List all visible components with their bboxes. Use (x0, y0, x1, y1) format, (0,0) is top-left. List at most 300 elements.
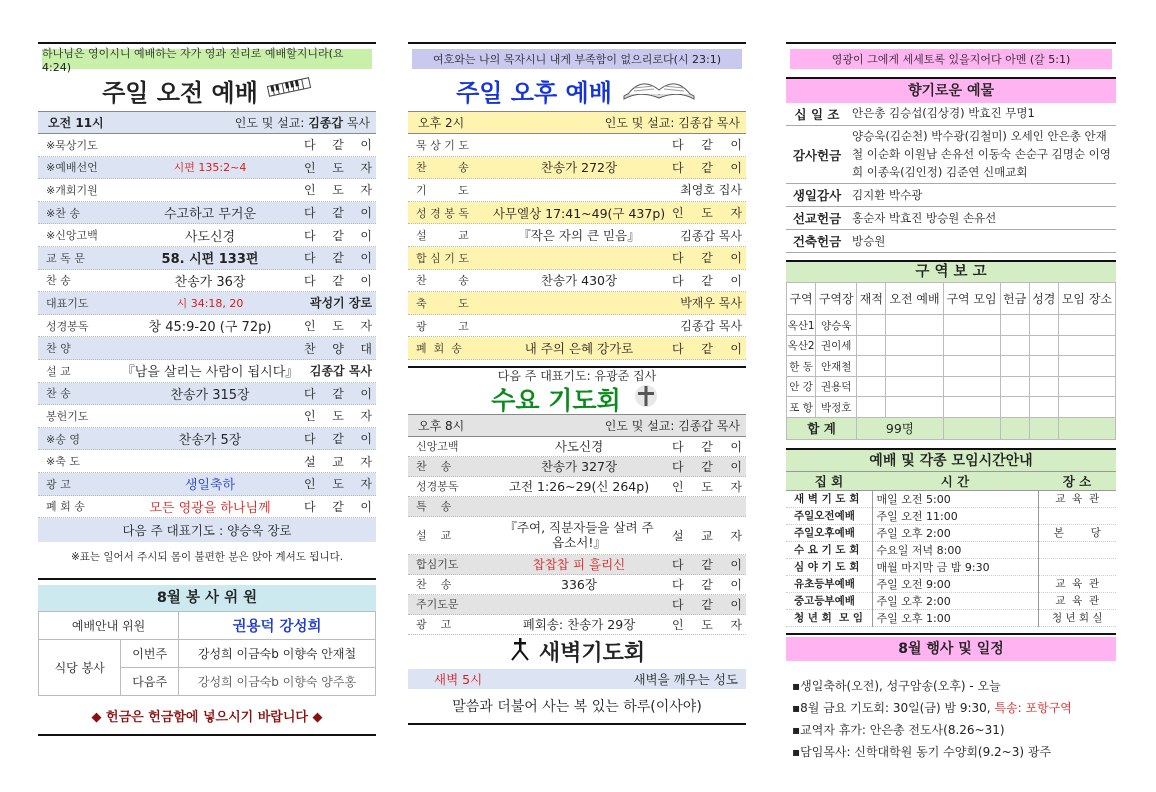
service-row (38, 270, 376, 293)
item-detail: 사도신경 (184, 229, 236, 245)
item-leader: 설 교 자 (672, 528, 742, 543)
meeting-time: 주일 오후 1:00 (872, 609, 1038, 626)
this-week-names: 강성희 이금숙b 이향숙 안재철 (179, 640, 376, 668)
district-cell (1000, 397, 1029, 418)
item-leader: 설 교 자 (304, 454, 372, 469)
dawn-time: 새벽 5시 (434, 671, 483, 687)
district-cell (886, 356, 943, 377)
offering-label: 십 일 조 (794, 107, 840, 122)
district-cell (1000, 335, 1029, 356)
item-leader: 다 같 이 (672, 459, 742, 474)
service-leader (235, 114, 370, 131)
item-detail: 『작은 자의 큰 믿음』 (518, 228, 640, 244)
afternoon-service-column (408, 42, 746, 725)
afternoon-header (408, 111, 746, 134)
bullet-icon: ▪ (792, 678, 801, 693)
item-leader: 다 같 이 (672, 273, 742, 288)
schedule-row (786, 592, 1116, 609)
offering-row (786, 207, 1116, 230)
schedule-row (786, 575, 1116, 592)
district-header: 오전 예배 (886, 283, 943, 315)
wednesday-header (408, 414, 746, 437)
event-text: 담임목사: 신학대학원 동기 수양회(9.2~3) 광주 (800, 744, 1052, 759)
service-row (408, 315, 746, 338)
meeting-name: 새 벽 기 도 회 (786, 490, 872, 507)
top-rule (786, 42, 1116, 44)
item-name: 폐 회 송 (416, 342, 462, 356)
district-header: 구역장 (816, 283, 857, 315)
wednesday-row (408, 497, 746, 517)
district-header: 구역 (787, 283, 816, 315)
kitchen-label: 식당 봉사 (39, 640, 121, 696)
service-row (38, 360, 376, 383)
dawn-row (408, 669, 746, 689)
item-leader: 찬 양 대 (304, 341, 372, 356)
district-cell (1000, 356, 1029, 377)
meeting-time: 수요일 저녁 8:00 (872, 541, 1038, 558)
item-name: 광 고 (46, 477, 71, 491)
offering-note: ◆ 헌금은 헌금함에 넣으시기 바랍니다 ◆ (91, 709, 323, 725)
event-item (792, 675, 1112, 697)
this-week-label: 이번주 (121, 640, 179, 668)
offering-names: 홍순자 박효진 방승원 손유선 (852, 210, 997, 225)
volunteer-table (38, 611, 376, 696)
district-row (787, 376, 1116, 397)
district-header: 재적 (857, 283, 886, 315)
item-name: 교 독 문 (46, 251, 85, 265)
item-name: 주기도문 (416, 598, 459, 612)
district-cell (1029, 335, 1058, 356)
item-name: 특 송 (416, 500, 452, 514)
item-detail: 58. 시편 133편 (161, 252, 259, 268)
item-detail: 찬송가 315장 (170, 387, 250, 403)
item-detail: 찬송가 327장 (540, 459, 618, 475)
service-row (38, 179, 376, 202)
service-row (38, 473, 376, 496)
item-name: 찬 송 (416, 161, 469, 175)
district-cell (857, 397, 886, 418)
district-area: 옥산2 (787, 335, 816, 356)
wednesday-row (408, 477, 746, 497)
item-name: 광 고 (416, 618, 452, 632)
district-cell (943, 335, 1000, 356)
item-detail: 찬송가 5장 (178, 433, 242, 449)
district-cell (886, 376, 943, 397)
bullet-icon: ▪ (792, 700, 801, 715)
meeting-time: 매월 마지막 금 밤 9:30 (872, 558, 1038, 575)
total-value: 99명 (857, 417, 943, 439)
schedule-row (786, 558, 1116, 575)
service-time: 오전 11시 (48, 116, 104, 130)
item-leader: 인 도 자 (672, 206, 742, 221)
item-name: ※예배선언 (46, 161, 98, 175)
item-name: 찬 송 (46, 274, 71, 288)
service-row (38, 202, 376, 225)
schedule-row (786, 541, 1116, 558)
item-detail: 수고하고 무거운 (163, 207, 257, 223)
service-row (38, 157, 376, 180)
district-cell (1000, 315, 1029, 336)
district-cell (886, 315, 943, 336)
meeting-place (1038, 507, 1116, 524)
wednesday-row (408, 457, 746, 477)
item-leader: 다 같 이 (304, 386, 372, 401)
service-row (408, 202, 746, 225)
dawn-title-row (408, 635, 746, 669)
district-header: 헌금 (1000, 283, 1029, 315)
item-detail: 생일축하 (184, 478, 236, 494)
meeting-name: 청 년 회 모 임 (786, 609, 872, 626)
item-name: 성경봉독 (46, 319, 89, 333)
district-cell (1029, 397, 1058, 418)
wednesday-title-row (408, 384, 746, 414)
leader-title: 목사 (346, 116, 370, 130)
item-name: 봉헌기도 (46, 409, 89, 423)
schedule-row (786, 490, 1116, 507)
open-bible-icon (620, 72, 698, 108)
item-name: 축 도 (416, 296, 469, 310)
verse-banner: 여호와는 나의 목자시니 내게 부족함이 없으리로다(시 23:1) (412, 49, 742, 69)
district-header-row (787, 283, 1116, 315)
wednesday-row (408, 575, 746, 595)
item-leader: 다 같 이 (672, 577, 742, 592)
district-cell (1000, 417, 1029, 439)
service-row (38, 405, 376, 428)
meeting-place: 교 육 관 (1038, 490, 1116, 507)
item-leader: 인 도 자 (672, 479, 742, 494)
service-row (408, 292, 746, 315)
schedule-row (786, 524, 1116, 541)
item-leader: 다 같 이 (672, 341, 742, 356)
item-leader: 다 같 이 (304, 273, 372, 288)
district-cell (1058, 397, 1115, 418)
service-row (38, 315, 376, 338)
item-name: ※찬 송 (46, 206, 80, 220)
service-row (38, 450, 376, 473)
district-cell (1029, 417, 1058, 439)
district-header: 구역 모임 (943, 283, 1000, 315)
item-leader: 최영호 집사 (680, 183, 742, 198)
district-total-row (787, 417, 1116, 439)
leader-name: 김종갑 (308, 116, 343, 130)
item-name: 찬 송 (416, 274, 469, 288)
guide-names: 권용덕 강성희 (179, 612, 376, 640)
morning-service-column (38, 42, 376, 736)
item-leader: 다 같 이 (304, 206, 372, 221)
item-detail: 사도신경 (554, 439, 604, 455)
district-cell (1029, 315, 1058, 336)
schedule-header: 장 소 (1038, 472, 1116, 491)
meeting-place: 교 육 관 (1038, 575, 1116, 592)
district-leader: 양승욱 (816, 315, 857, 336)
district-row (787, 397, 1116, 418)
district-cell (1058, 315, 1115, 336)
service-row (408, 270, 746, 293)
dawn-motto: 말씀과 더불어 사는 복 있는 하루(이사야) (452, 698, 702, 715)
afternoon-leader: 인도 및 설교: 김종갑 목사 (604, 116, 740, 130)
service-row (408, 179, 746, 202)
item-detail: 폐회송: 찬송가 29장 (522, 617, 636, 633)
district-cell (1029, 376, 1058, 397)
dawn-cross-icon (509, 637, 531, 667)
district-leader: 권용덕 (816, 376, 857, 397)
service-row (38, 496, 376, 519)
meeting-place: 본 당 (1038, 524, 1116, 541)
morning-title-row (38, 69, 376, 111)
bottom-rule (38, 734, 376, 736)
item-name: ※묵상기도 (46, 138, 98, 152)
offering-row (786, 230, 1116, 253)
standing-note: ※표는 일어서 주시되 몸이 불편한 분은 앉아 계셔도 됩니다. (70, 550, 344, 563)
item-leader: 다 같 이 (304, 499, 372, 514)
district-cell (943, 376, 1000, 397)
meeting-time: 주일 오전 9:00 (872, 575, 1038, 592)
schedule-title: 예배 및 각종 모임시간안내 (786, 450, 1116, 472)
district-area: 한 동 (787, 356, 816, 377)
order-of-service (38, 134, 376, 518)
district-cell (857, 335, 886, 356)
item-leader: 박재우 목사 (680, 296, 742, 311)
district-row (787, 335, 1116, 356)
district-cell (1000, 376, 1029, 397)
service-row (38, 134, 376, 157)
item-name: ※송 영 (46, 432, 80, 446)
district-area: 안 강 (787, 376, 816, 397)
schedule-row (786, 609, 1116, 626)
piano-keys-icon (266, 76, 312, 104)
event-item (792, 741, 1112, 763)
wednesday-order (408, 437, 746, 635)
offering-names: 김지환 박수광 (852, 187, 923, 202)
item-name: 설 교 (416, 229, 469, 243)
offering-row (786, 103, 1116, 126)
afternoon-order (408, 134, 746, 360)
service-row (408, 247, 746, 270)
district-cell (857, 315, 886, 336)
item-name: 신앙고백 (416, 440, 459, 454)
item-leader: 김종갑 목사 (309, 364, 372, 379)
meeting-time: 주일 오전 11:00 (872, 507, 1038, 524)
item-name: 찬 송 (416, 460, 452, 474)
offering-names: 양승욱(김순천) 박수광(김철미) 오세인 안은총 안재철 이순화 이원남 손유선 이동숙 손순구 김명순 이영희 이종욱(김인정) 김준연 신매교회 (852, 129, 1111, 179)
service-header (38, 111, 376, 134)
verse-banner: 하나님은 영이시니 예배하는 자가 영과 진리로 예배할지니라(요4:24) (42, 49, 372, 69)
offering-row (786, 126, 1116, 184)
meeting-time: 매일 오전 5:00 (872, 490, 1038, 507)
item-leader: 다 같 이 (672, 597, 742, 612)
district-area: 포 항 (787, 397, 816, 418)
item-name: ※개회기원 (46, 183, 98, 197)
item-leader: 김종갑 목사 (680, 228, 742, 243)
leader-label: 인도 및 설교: (234, 116, 305, 130)
bullet-icon: ▪ (792, 744, 801, 759)
next-prayer: 다음 주 대표기도: 유광준 집사 (497, 369, 657, 384)
verse-banner: 영광이 그에게 세세토록 있을지어다 아멘 (갈 5:1) (790, 49, 1112, 69)
service-row (38, 247, 376, 270)
service-row (408, 337, 746, 360)
item-name: 합심기도 (416, 558, 459, 572)
meeting-name: 주일오전예배 (786, 507, 872, 524)
item-detail: 『남을 살리는 사람이 됩시다』 (121, 365, 299, 381)
next-prayer-row (38, 518, 376, 542)
district-row (787, 356, 1116, 377)
item-name: 성 경 봉 독 (416, 206, 469, 220)
item-name: ※신앙고백 (46, 229, 98, 243)
item-name: 설 교 (416, 529, 452, 543)
item-detail: 찬송가 430장 (540, 273, 618, 289)
item-leader: 인 도 자 (304, 477, 372, 492)
offering-label: 생일감사 (792, 188, 842, 204)
item-name: 찬 송 (416, 578, 452, 592)
service-row (408, 157, 746, 180)
service-row (408, 224, 746, 247)
district-cell (943, 397, 1000, 418)
schedule-header: 시 간 (872, 472, 1038, 491)
bottom-rule (408, 723, 746, 725)
events-list (786, 661, 1116, 763)
item-detail: 시편 135:2~4 (173, 161, 247, 175)
item-name: 찬 양 (46, 342, 71, 356)
item-leader: 인 도 자 (304, 183, 372, 198)
event-text: 8월 금요 기도회: 30일(금) 밤 9:30, (800, 700, 995, 715)
district-cell (886, 397, 943, 418)
dawn-title: 새벽기도회 (538, 641, 646, 667)
meeting-name: 중고등부예배 (786, 592, 872, 609)
item-detail: 336장 (561, 577, 597, 593)
guide-label: 예배안내 위원 (39, 612, 179, 640)
item-leader: 다 같 이 (672, 160, 742, 175)
dawn-who: 새벽을 깨우는 성도 (633, 671, 738, 687)
district-cell (857, 356, 886, 377)
schedule-table (786, 472, 1116, 627)
service-row (38, 292, 376, 315)
event-item (792, 697, 1112, 719)
district-cell (943, 315, 1000, 336)
divider (38, 578, 376, 580)
item-leader: 다 같 이 (304, 251, 372, 266)
item-detail: 고전 1:26~29(신 264p) (508, 479, 650, 495)
district-header: 모임 장소 (1058, 283, 1115, 315)
event-item (792, 719, 1112, 741)
event-highlight: 특송: 포항구역 (994, 700, 1072, 715)
district-row (787, 315, 1116, 336)
item-leader: 다 같 이 (672, 138, 742, 153)
item-name: 묵 상 기 도 (416, 138, 469, 152)
meeting-time: 주일 오후 2:00 (872, 592, 1038, 609)
page-title: 주일 오전 예배 (102, 78, 258, 107)
item-leader: 다 같 이 (672, 251, 742, 266)
meeting-name: 유초등부예배 (786, 575, 872, 592)
district-cell (1058, 376, 1115, 397)
meeting-place (1038, 541, 1116, 558)
wednesday-row (408, 595, 746, 615)
next-prayer: 다음 주 대표기도 : 양승욱 장로 (122, 523, 292, 539)
item-leader: 다 같 이 (672, 557, 742, 572)
district-cell (857, 376, 886, 397)
event-text: 교역자 휴가: 안은총 전도사(8.26~31) (800, 722, 1005, 737)
schedule-row (786, 507, 1116, 524)
district-cell (1029, 356, 1058, 377)
item-leader: 곽성기 장로 (309, 296, 372, 311)
district-title: 구 역 보 고 (786, 262, 1116, 282)
district-area: 옥산1 (787, 315, 816, 336)
afternoon-time: 오후 2시 (418, 116, 465, 130)
event-text: 생일축하(오전), 성구암송(오후) - 오늘 (800, 678, 1001, 693)
item-detail: 찬송가 272장 (540, 160, 618, 176)
offerings-list (786, 103, 1116, 253)
meeting-time: 주일 오후 2:00 (872, 524, 1038, 541)
meeting-name: 심 야 기 도 회 (786, 558, 872, 575)
item-detail: 사무엘상 17:41~49(구 437p) (492, 205, 666, 221)
offering-label: 건축헌금 (792, 234, 842, 250)
bullet-icon: ▪ (792, 722, 801, 737)
district-cell (1058, 356, 1115, 377)
district-cell (943, 356, 1000, 377)
item-name: 폐 회 송 (46, 500, 85, 514)
next-week-label: 다음주 (121, 668, 179, 696)
meeting-place: 청 년 회 실 (1038, 609, 1116, 626)
item-detail: 시 34:18, 20 (176, 296, 244, 310)
item-name: 성경봉독 (416, 480, 459, 494)
item-leader: 인 도 자 (304, 409, 372, 424)
service-row (38, 383, 376, 406)
item-detail: 『주여, 직분자들을 살려 주옵소서!』 (504, 520, 654, 551)
offering-names: 방승원 (852, 233, 886, 248)
wednesday-row (408, 517, 746, 555)
district-cell (943, 417, 1000, 439)
service-row (408, 134, 746, 157)
district-leader: 박정호 (816, 397, 857, 418)
next-week-names: 강성희 이금숙b 이향숙 양주홍 (179, 668, 376, 696)
item-name: 대표기도 (46, 296, 89, 310)
offering-row (786, 184, 1116, 207)
item-leader: 인 도 자 (304, 160, 372, 175)
item-detail: 창 45:9-20 (구 72p) (148, 320, 272, 336)
item-leader: 인 도 자 (304, 319, 372, 334)
district-header: 성경 (1029, 283, 1058, 315)
offering-names: 안은총 김승섭(김상경) 박효진 무명1 (852, 106, 1035, 121)
total-label: 합 계 (787, 417, 857, 439)
offering-label: 선교헌금 (792, 211, 842, 227)
item-leader: 김종갑 목사 (680, 319, 742, 334)
wednesday-row (408, 437, 746, 457)
district-table (786, 282, 1116, 440)
district-cell (886, 335, 943, 356)
district-cell (1058, 335, 1115, 356)
item-detail: 찬송가 36장 (174, 274, 246, 290)
offerings-title: 향기로운 예물 (786, 79, 1116, 103)
item-name: 찬 송 (46, 387, 71, 401)
divider (786, 633, 1116, 635)
events-title: 8월 행사 및 일정 (786, 637, 1116, 661)
item-detail: 찹찹찹 피 흘리신 (532, 557, 626, 573)
meeting-name: 수 요 기 도 회 (786, 541, 872, 558)
top-rule (408, 42, 746, 44)
service-row (38, 428, 376, 451)
wednesday-leader: 인도 및 설교: 김종갑 목사 (604, 418, 740, 433)
meeting-place: 교 육 관 (1038, 592, 1116, 609)
item-name: 합 심 기 도 (416, 251, 469, 265)
item-leader: 다 같 이 (304, 432, 372, 447)
cross-glow-icon (629, 383, 663, 415)
wednesday-time: 오후 8시 (418, 418, 465, 433)
schedule-header-row (786, 472, 1116, 491)
offerings-column (786, 42, 1116, 763)
item-detail: 내 주의 은혜 강가로 (524, 341, 634, 357)
item-name: ※축 도 (46, 455, 80, 469)
item-name: 기 도 (416, 183, 469, 197)
item-leader: 다 같 이 (304, 228, 372, 243)
